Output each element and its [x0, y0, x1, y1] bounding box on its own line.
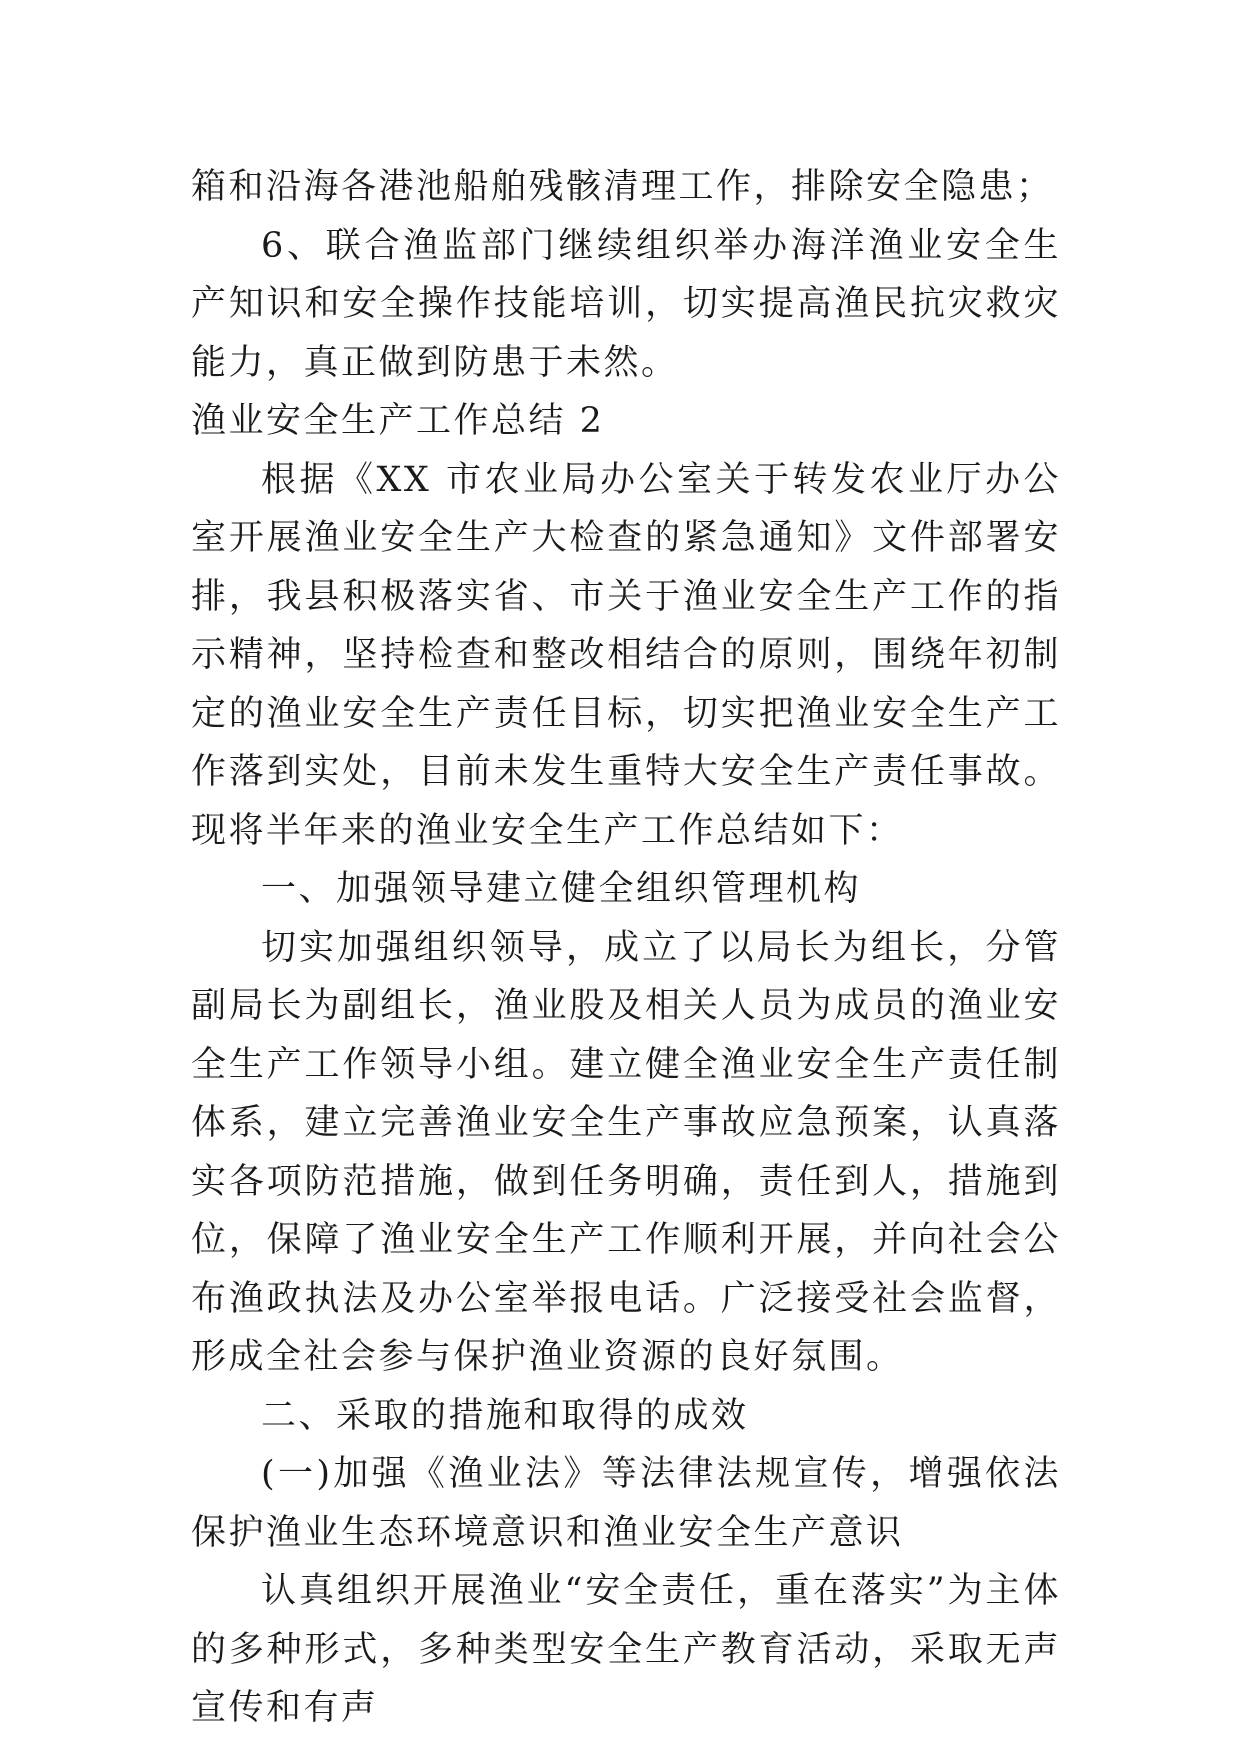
section-title: 渔业安全生产工作总结 2: [191, 401, 605, 441]
heading-two: 二、采取的措施和取得的成效: [261, 1395, 749, 1436]
paragraph-continuation: 箱和沿海各港池船舶残骸清理工作，排除安全隐患；: [191, 167, 1054, 207]
document-body: [191, 158, 1061, 1738]
paragraph-intro: 根据《XX 市农业局办公室关于转发农业厅办公室开展渔业安全生产大检查的紧急通知》文件部署安排，我县积极落实省、市关于渔业安全生产工作的指示精神，坚持检查和整改相结合的原则，围绕年初制定的渔业安全生产责任目标，切实把渔业安全生产工作落到实处，目前未发生重特大安全生产责任事故。现将半年来的渔业安全生产工作总结如下：: [191, 459, 1061, 851]
paragraph-education: 认真组织开展渔业“安全责任，重在落实”为主体的多种形式，多种类型安全生产教育活动，采取无声宣传和有声: [191, 1571, 1061, 1728]
heading-one: 一、加强领导建立健全组织管理机构: [261, 869, 862, 909]
paragraph-leadership: 切实加强组织领导，成立了以局长为组长，分管副局长为副组长，渔业股及相关人员为成员的渔业安全生产工作领导小组。建立健全渔业安全生产责任制体系，建立完善渔业安全生产事故应急预案，认真落实各项防范措施，做到任务明确，责任到人，措施到位，保障了渔业安全生产工作顺利开展，并向社会公布渔政执法及办公室举报电话。广泛接受社会监督，形成全社会参与保护渔业资源的良好氛围。: [191, 927, 1061, 1377]
subheading-one: (一)加强《渔业法》等法律法规宣传，增强依法保护渔业生态环境意识和渔业安全生产意识: [191, 1454, 1061, 1553]
paragraph-item-6: 6、联合渔监部门继续组织举办海洋渔业安全生产知识和安全操作技能培训，切实提高渔民抗灾救灾能力，真正做到防患于未然。: [191, 225, 1061, 383]
